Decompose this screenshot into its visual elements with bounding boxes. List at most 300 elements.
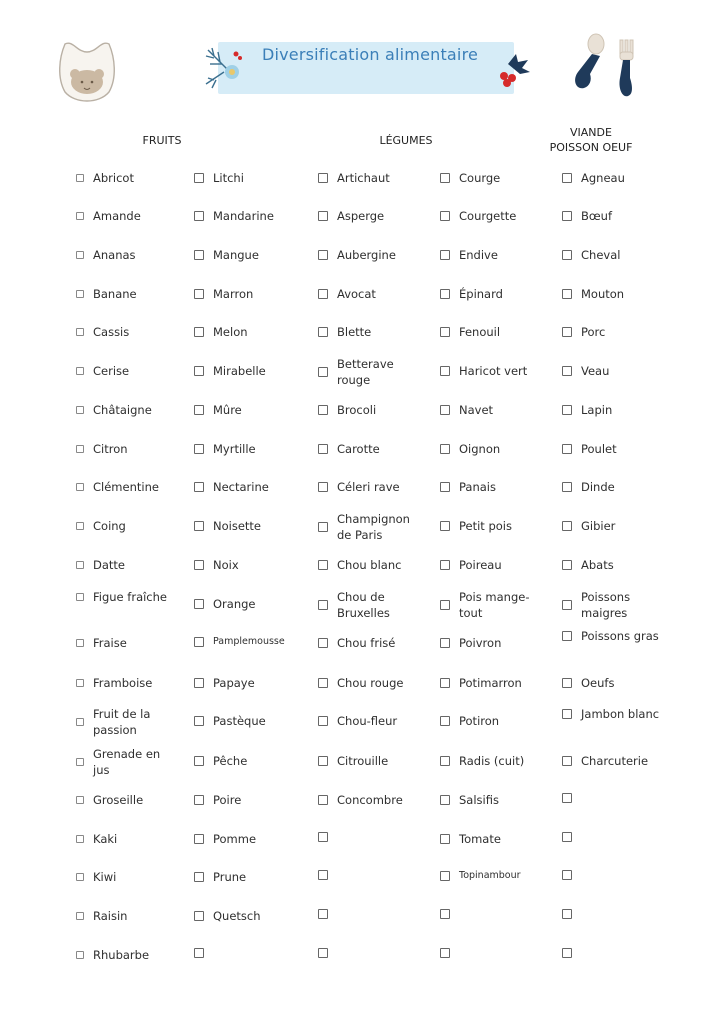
checklist-item-label: Marron (213, 287, 254, 301)
checklist-item[interactable] (194, 364, 266, 378)
checklist-item[interactable] (562, 171, 625, 185)
checkbox[interactable] (562, 870, 572, 880)
checklist-item-label: Chou-fleur (337, 714, 398, 728)
checklist-item[interactable] (440, 325, 500, 339)
checkbox[interactable] (318, 173, 328, 183)
baby-bib-icon (55, 38, 119, 106)
checklist-item-label: Myrtille (213, 442, 256, 456)
checklist-item-label: Raisin (93, 909, 128, 923)
checklist-item-label: Cassis (93, 325, 130, 339)
checklist-item[interactable] (562, 628, 667, 644)
checkbox[interactable] (440, 948, 450, 958)
checklist-item[interactable] (76, 325, 129, 339)
checkbox[interactable] (440, 678, 450, 688)
checklist-item-label: Pamplemousse (213, 636, 285, 647)
checklist-item[interactable] (562, 325, 605, 339)
checklist-item-label: Radis (cuit) (459, 754, 525, 768)
checklist-item[interactable] (194, 403, 242, 417)
checklist-item[interactable] (440, 909, 459, 919)
checkbox[interactable] (440, 834, 450, 844)
checklist-item-label: Brocoli (337, 403, 377, 417)
checklist-item-label: Dinde (581, 480, 615, 494)
checkbox[interactable] (194, 911, 204, 921)
checklist-item-label: Salsifis (459, 793, 499, 807)
checklist-item-label: Tomate (459, 832, 501, 846)
header-viande (536, 125, 646, 155)
checklist-item[interactable] (440, 442, 500, 456)
checklist-item[interactable] (194, 636, 285, 647)
checklist-item-label: Poissons maigres (581, 590, 631, 620)
checklist-item-label: Ananas (93, 248, 136, 262)
checkbox[interactable] (194, 405, 204, 415)
checkbox[interactable] (318, 716, 328, 726)
checklist-item-label: Chou frisé (337, 636, 396, 650)
checklist-item[interactable] (318, 325, 371, 339)
checklist-item[interactable] (318, 948, 337, 958)
checklist-item-label: Charcuterie (581, 754, 649, 768)
checklist-item-label: Courge (459, 171, 501, 185)
checklist-item-label: Quetsch (213, 909, 261, 923)
checklist-item-label: Melon (213, 325, 248, 339)
checkbox[interactable] (440, 211, 450, 221)
checklist-item[interactable] (318, 442, 380, 456)
checklist-item-label: Jambon blanc (581, 707, 660, 721)
checkbox[interactable] (76, 718, 84, 726)
checklist-item-label: Aubergine (337, 248, 396, 262)
checklist-item-label: Cheval (581, 248, 621, 262)
checkbox[interactable] (76, 367, 84, 375)
checklist-item-label: Petit pois (459, 519, 512, 533)
checklist-item[interactable] (194, 442, 256, 456)
checklist-item[interactable] (440, 403, 493, 417)
winter-leaves-icon (202, 44, 252, 94)
checkbox[interactable] (76, 212, 84, 220)
checklist-item[interactable] (440, 676, 522, 690)
checklist-item[interactable] (440, 209, 516, 223)
checklist-item[interactable] (318, 511, 423, 543)
checkbox[interactable] (194, 250, 204, 260)
checklist-item[interactable] (440, 870, 521, 881)
checkbox[interactable] (562, 521, 572, 531)
checklist-item-label: Coing (93, 519, 126, 533)
checkbox[interactable] (76, 483, 84, 491)
header-viande-line1: VIANDE (570, 126, 612, 139)
checklist-item[interactable] (318, 676, 403, 690)
checklist-item-label: Clémentine (93, 480, 159, 494)
checklist-item[interactable] (440, 589, 545, 621)
checklist-item[interactable] (440, 948, 459, 958)
checkbox[interactable] (76, 873, 84, 881)
checklist-item-label: Porc (581, 325, 606, 339)
checklist-item-label: Poireau (459, 558, 502, 572)
checkbox[interactable] (194, 521, 204, 531)
checklist-item[interactable] (76, 870, 116, 884)
checklist-item-label: Endive (459, 248, 498, 262)
checkbox[interactable] (562, 211, 572, 221)
checklist-item[interactable] (562, 364, 609, 378)
checklist-item-label: Kaki (93, 832, 118, 846)
checklist-item[interactable] (76, 909, 127, 923)
checklist-item[interactable] (76, 480, 159, 494)
checklist-item[interactable] (440, 636, 501, 650)
checkbox[interactable] (562, 793, 572, 803)
checkbox[interactable] (440, 871, 450, 881)
checklist-item-label: Betterave rouge (337, 357, 394, 387)
checkbox[interactable] (194, 834, 204, 844)
checklist-item-label: Oeufs (581, 676, 615, 690)
checklist-item[interactable] (194, 248, 259, 262)
checkbox[interactable] (562, 631, 572, 641)
checklist-item-label: Prune (213, 870, 247, 884)
checkbox[interactable] (562, 250, 572, 260)
checklist-item-label: Courgette (459, 209, 517, 223)
header-legumes (366, 133, 446, 148)
checkbox[interactable] (440, 716, 450, 726)
checkbox[interactable] (318, 250, 328, 260)
checkbox[interactable] (562, 678, 572, 688)
checklist-item[interactable] (318, 171, 390, 185)
checklist-item-label: Champignon de Paris (337, 512, 410, 542)
checkbox[interactable] (318, 560, 328, 570)
checkbox[interactable] (440, 173, 450, 183)
checkbox[interactable] (194, 637, 204, 647)
checklist-item[interactable] (440, 519, 512, 533)
checklist-item[interactable] (318, 356, 423, 388)
checkbox[interactable] (76, 561, 84, 569)
checkbox[interactable] (562, 327, 572, 337)
checklist-item[interactable] (194, 480, 269, 494)
header-viande-line2: POISSON OEUF (549, 141, 633, 154)
checklist-item[interactable] (194, 714, 266, 728)
checklist-item-label: Blette (337, 325, 372, 339)
checklist-item-label: Châtaigne (93, 403, 152, 417)
checklist-item[interactable] (562, 706, 667, 722)
checkbox[interactable] (76, 522, 84, 530)
checklist-item-label: Topinambour (459, 870, 521, 881)
checkbox[interactable] (194, 327, 204, 337)
checklist-item-label: Poissons gras (581, 629, 659, 643)
checklist-item[interactable] (76, 364, 129, 378)
checklist-item[interactable] (562, 793, 581, 803)
checklist-item[interactable] (76, 442, 128, 456)
checklist-item[interactable] (76, 832, 117, 846)
checklist-item-label: Asperge (337, 209, 385, 223)
checklist-item[interactable] (194, 676, 255, 690)
checklist-item[interactable] (194, 754, 247, 768)
checklist-item-label: Papaye (213, 676, 255, 690)
checklist-item-label: Haricot vert (459, 364, 528, 378)
checklist-item[interactable] (76, 948, 149, 962)
checklist-item[interactable] (76, 676, 152, 690)
checkbox[interactable] (562, 560, 572, 570)
checkbox[interactable] (440, 444, 450, 454)
checkbox[interactable] (440, 909, 450, 919)
checklist-item[interactable] (562, 248, 620, 262)
checklist-item[interactable] (318, 209, 384, 223)
checkbox[interactable] (318, 795, 328, 805)
checklist-item-label: Rhubarbe (93, 948, 150, 962)
checklist-item-label: Artichaut (337, 171, 390, 185)
checklist-item[interactable] (318, 480, 400, 494)
checklist-item[interactable] (562, 442, 617, 456)
checklist-item[interactable] (562, 209, 612, 223)
checklist-item-label: Citrouille (337, 754, 389, 768)
checklist-item[interactable] (562, 909, 581, 919)
checklist-item-label: Veau (581, 364, 610, 378)
checkbox[interactable] (194, 599, 204, 609)
checklist-item-label: Gibier (581, 519, 616, 533)
checklist-item-label: Fraise (93, 636, 127, 650)
checklist-item[interactable] (562, 754, 648, 768)
checklist-item-label: Noisette (213, 519, 261, 533)
header-fruits (130, 133, 194, 148)
checkbox[interactable] (318, 211, 328, 221)
checkbox[interactable] (562, 444, 572, 454)
checkbox[interactable] (318, 367, 328, 377)
page-title (250, 44, 490, 66)
checklist-item[interactable] (76, 558, 125, 572)
checklist-item[interactable] (76, 706, 179, 738)
checkbox[interactable] (318, 444, 328, 454)
checklist-item-label: Fruit de la passion (93, 707, 151, 737)
checklist-item[interactable] (76, 248, 136, 262)
checkbox[interactable] (194, 678, 204, 688)
checklist-item-label: Citron (93, 442, 128, 456)
checklist-item[interactable] (440, 364, 527, 378)
checklist-item[interactable] (562, 870, 581, 880)
checklist-item-label: Amande (93, 209, 141, 223)
checklist-item-label: Pastèque (213, 714, 266, 728)
checkbox[interactable] (440, 638, 450, 648)
checkbox[interactable] (318, 870, 328, 880)
checklist-item[interactable] (76, 403, 152, 417)
checkbox[interactable] (440, 482, 450, 492)
checkbox[interactable] (76, 639, 84, 647)
checklist-item[interactable] (194, 558, 239, 572)
checkbox[interactable] (562, 173, 572, 183)
checkbox[interactable] (194, 444, 204, 454)
checklist-item[interactable] (76, 171, 134, 185)
checkbox[interactable] (440, 327, 450, 337)
checklist-item[interactable] (562, 676, 614, 690)
checkbox[interactable] (194, 173, 204, 183)
checkbox[interactable] (76, 679, 84, 687)
checklist-item[interactable] (194, 519, 261, 533)
checklist-item[interactable] (318, 714, 397, 728)
checkbox[interactable] (318, 482, 328, 492)
checklist-item-label: Chou blanc (337, 558, 402, 572)
holly-icon (494, 50, 534, 90)
checklist-item-label: Potimarron (459, 676, 522, 690)
checklist-item[interactable] (194, 870, 246, 884)
checkbox[interactable] (440, 795, 450, 805)
checklist-item[interactable] (76, 519, 126, 533)
checkbox[interactable] (194, 795, 204, 805)
checkbox[interactable] (440, 405, 450, 415)
checkbox[interactable] (440, 289, 450, 299)
checklist-item[interactable] (562, 589, 667, 621)
checklist-item[interactable] (440, 714, 499, 728)
checklist-item[interactable] (194, 209, 274, 223)
checklist-item-label: Chou rouge (337, 676, 404, 690)
checklist-item-label: Figue fraîche (93, 590, 167, 604)
checklist-item[interactable] (562, 403, 612, 417)
checkbox[interactable] (76, 758, 84, 766)
checkbox[interactable] (562, 832, 572, 842)
checklist-item[interactable] (194, 948, 213, 958)
checkbox[interactable] (76, 951, 84, 959)
checklist-item-label: Fenouil (459, 325, 501, 339)
checklist-item[interactable] (440, 793, 499, 807)
checklist-item[interactable] (440, 248, 498, 262)
checklist-item-label: Groseille (93, 793, 144, 807)
checkbox[interactable] (76, 174, 84, 182)
checklist-item[interactable] (440, 754, 524, 768)
checklist-item-label: Navet (459, 403, 494, 417)
checklist-item-label: Bœuf (581, 209, 612, 223)
checkbox[interactable] (76, 912, 84, 920)
checklist-item[interactable] (562, 287, 624, 301)
checklist-item[interactable] (562, 519, 615, 533)
checklist-item[interactable] (76, 589, 179, 605)
checklist-item[interactable] (318, 636, 395, 650)
checkbox[interactable] (76, 445, 84, 453)
checkbox[interactable] (318, 405, 328, 415)
checklist-item[interactable] (194, 325, 248, 339)
checkbox[interactable] (194, 211, 204, 221)
checklist-item-label: Poulet (581, 442, 617, 456)
checklist-item[interactable] (194, 171, 244, 185)
checklist-item[interactable] (194, 909, 261, 923)
checkbox[interactable] (76, 290, 84, 298)
checklist-item-label: Pêche (213, 754, 248, 768)
checklist-item-label: Orange (213, 597, 256, 611)
checklist-item-label: Potiron (459, 714, 500, 728)
checklist-item[interactable] (318, 832, 337, 842)
checklist-item[interactable] (440, 480, 496, 494)
checkbox[interactable] (76, 593, 84, 601)
checklist-item[interactable] (440, 558, 502, 572)
checkbox[interactable] (440, 366, 450, 376)
checkbox[interactable] (318, 327, 328, 337)
checklist-item[interactable] (76, 209, 141, 223)
checklist-item-label: Mandarine (213, 209, 274, 223)
checklist-item[interactable] (76, 746, 179, 778)
checkbox[interactable] (440, 250, 450, 260)
checkbox[interactable] (440, 600, 450, 610)
checklist-item[interactable] (76, 287, 137, 301)
checkbox[interactable] (194, 756, 204, 766)
checklist-item[interactable] (318, 248, 396, 262)
checkbox[interactable] (562, 405, 572, 415)
checklist-item[interactable] (194, 287, 253, 301)
checkbox[interactable] (194, 482, 204, 492)
checkbox[interactable] (562, 289, 572, 299)
checklist-item-label: Mangue (213, 248, 259, 262)
checklist-item[interactable] (318, 793, 403, 807)
checklist-item[interactable] (194, 597, 256, 611)
checklist-item-label: Nectarine (213, 480, 269, 494)
checklist-item[interactable] (76, 636, 127, 650)
checklist-item[interactable] (318, 287, 376, 301)
checklist-item[interactable] (194, 832, 256, 846)
checkbox[interactable] (76, 251, 84, 259)
checkbox[interactable] (194, 716, 204, 726)
checkbox[interactable] (318, 948, 328, 958)
checkbox[interactable] (194, 560, 204, 570)
checklist-item[interactable] (318, 558, 401, 572)
checkbox[interactable] (562, 909, 572, 919)
checkbox[interactable] (562, 948, 572, 958)
checkbox[interactable] (562, 482, 572, 492)
checkbox[interactable] (440, 560, 450, 570)
checklist-item[interactable] (562, 480, 615, 494)
checkbox[interactable] (194, 872, 204, 882)
checkbox[interactable] (194, 289, 204, 299)
checklist-item[interactable] (318, 909, 337, 919)
checkbox[interactable] (318, 909, 328, 919)
checkbox[interactable] (318, 638, 328, 648)
checklist-item-label: Pois mange-tout (459, 590, 530, 620)
checkbox[interactable] (562, 600, 572, 610)
checklist-item[interactable] (562, 832, 581, 842)
checklist-item-label: Lapin (581, 403, 613, 417)
checklist-item[interactable] (440, 171, 500, 185)
checkbox[interactable] (440, 521, 450, 531)
checkbox[interactable] (562, 366, 572, 376)
checkbox[interactable] (76, 835, 84, 843)
header-fruits-text: FRUITS (142, 134, 182, 147)
checklist-item[interactable] (440, 287, 503, 301)
checklist-item[interactable] (318, 403, 376, 417)
checkbox[interactable] (318, 678, 328, 688)
checklist-item-label: Panais (459, 480, 496, 494)
checklist-item[interactable] (318, 754, 388, 768)
checkbox[interactable] (562, 756, 572, 766)
checkbox[interactable] (76, 328, 84, 336)
checklist-item[interactable] (562, 948, 581, 958)
checkbox[interactable] (194, 948, 204, 958)
checkbox[interactable] (76, 796, 84, 804)
checkbox[interactable] (318, 522, 328, 532)
checklist-item-label: Concombre (337, 793, 403, 807)
checklist-item-label: Cerise (93, 364, 130, 378)
checklist-item[interactable] (440, 832, 501, 846)
checklist-item-label: Agneau (581, 171, 625, 185)
checklist-item-label: Mûre (213, 403, 242, 417)
checklist-item[interactable] (194, 793, 241, 807)
checklist-item-label: Chou de Bruxelles (337, 590, 390, 620)
checklist-item-label: Mouton (581, 287, 625, 301)
checklist-item-label: Carotte (337, 442, 380, 456)
checklist-item[interactable] (318, 870, 337, 880)
checkbox[interactable] (318, 600, 328, 610)
checklist-item[interactable] (76, 793, 143, 807)
checkbox[interactable] (318, 756, 328, 766)
checklist-item[interactable] (318, 589, 423, 621)
checklist-item-label: Épinard (459, 287, 503, 301)
checkbox[interactable] (76, 406, 84, 414)
checkbox[interactable] (318, 832, 328, 842)
checklist-item-label: Datte (93, 558, 125, 572)
checklist-item[interactable] (562, 558, 614, 572)
checkbox[interactable] (562, 709, 572, 719)
checkbox[interactable] (194, 366, 204, 376)
checkbox[interactable] (318, 289, 328, 299)
checkbox[interactable] (440, 756, 450, 766)
header (0, 0, 716, 120)
baby-cutlery-icon (566, 32, 646, 104)
